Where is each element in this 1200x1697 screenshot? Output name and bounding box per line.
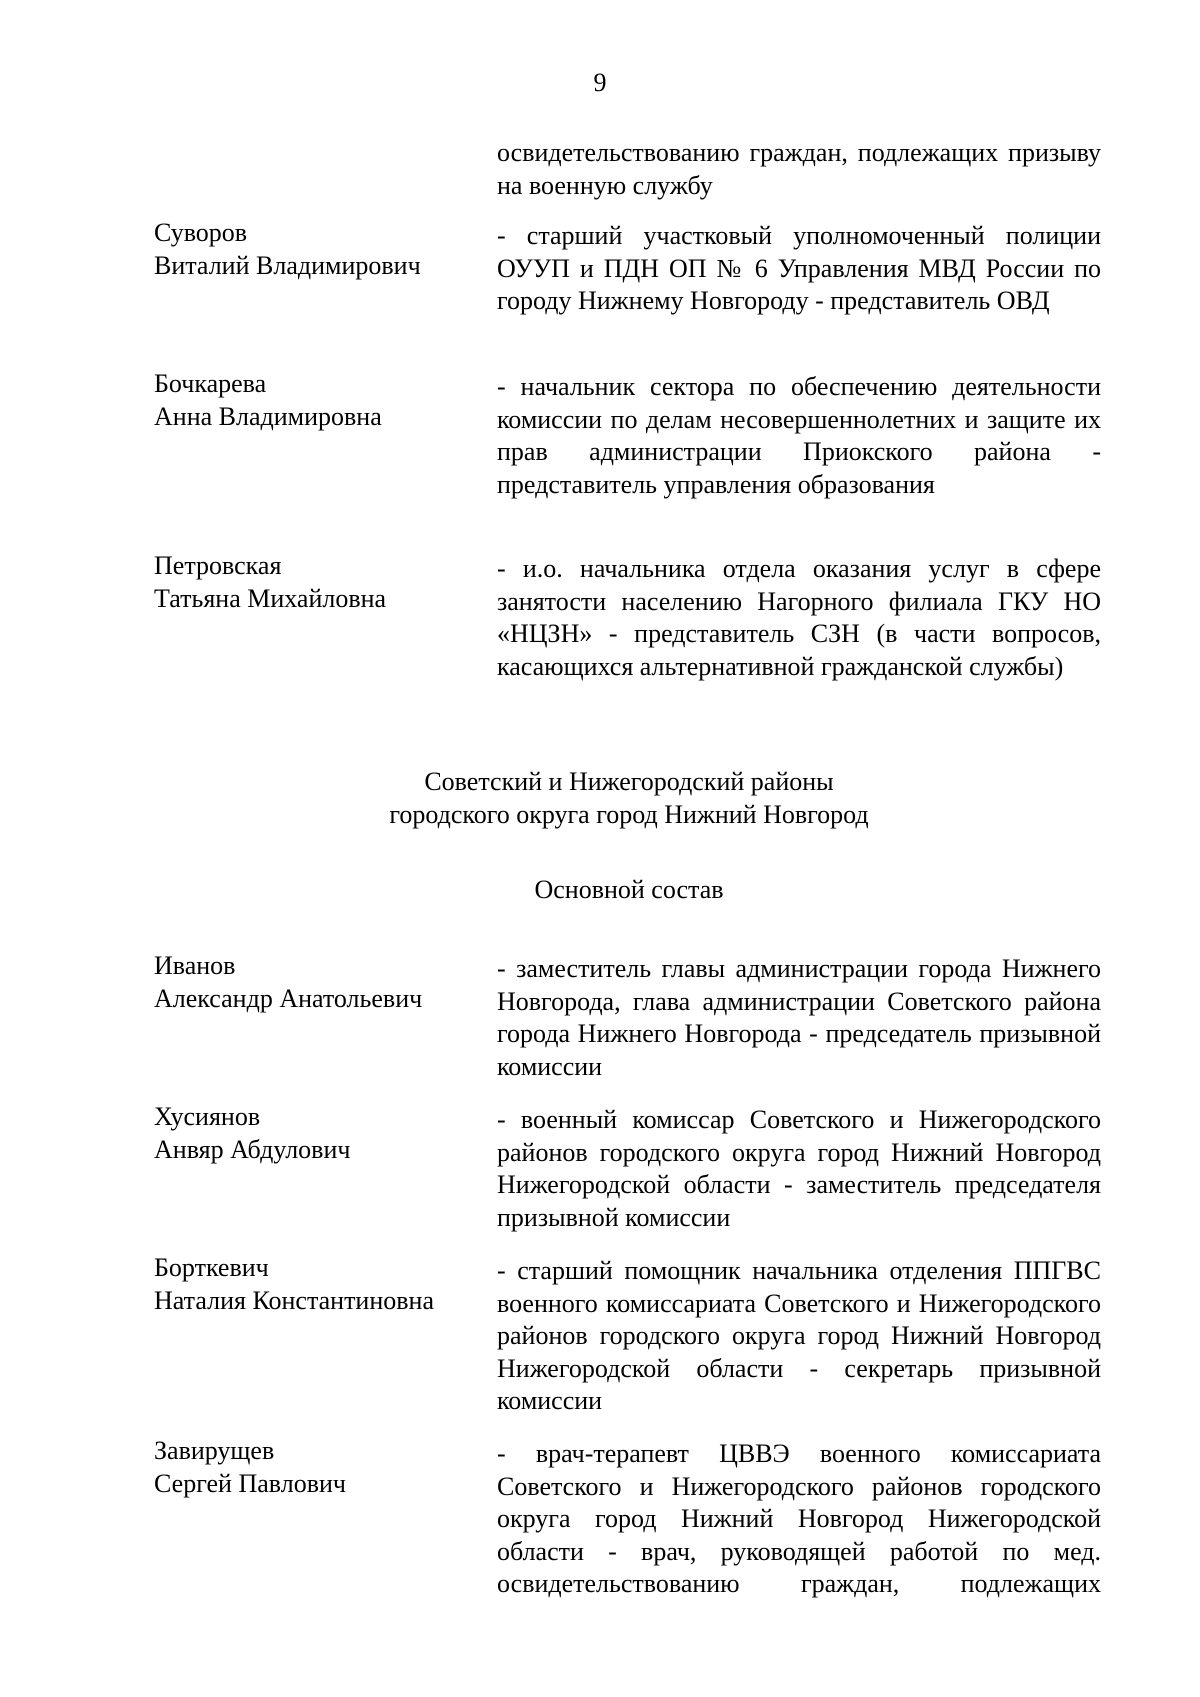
continuation-text: освидетельствованию граждан, подлежащих призыву на военную службу xyxy=(497,138,1101,200)
member-surname: Хусиянов xyxy=(154,1102,261,1131)
member-name xyxy=(154,368,484,433)
member-name xyxy=(154,950,484,1015)
member-name xyxy=(154,1252,484,1317)
member-role: - старший участковый уполномоченный полиции ОУУП и ПДН ОП № 6 Управления МВД России по городу Нижнему Новгороду - представитель ОВД xyxy=(497,221,1101,315)
member-role: - и.о. начальника отдела оказания услуг в сфере занятости населению Нагорного филиала ГКУ НО «НЦЗН» - представитель СЗН (в части вопросов, касающихся альтернативной гражданской службы) xyxy=(497,554,1101,681)
member-given-names: Сергей Павлович xyxy=(154,1468,346,1498)
section-title-line-1: Советский и Нижегородский районы xyxy=(424,767,834,796)
member-role: - врач-терапевт ЦВВЭ военного комиссариата Советского и Нижегородского районов городского округа город Нижний Новгород Нижегородской области - врач, руководящей работой по мед. освидетельствованию граждан, подлежащих xyxy=(497,1439,1101,1598)
member-given-names: Татьяна Михайловна xyxy=(154,583,387,613)
member-role: - начальник сектора по обеспечению деятельности комиссии по делам несовершеннолетних и защите их прав администрации Приокского района - представитель управления образования xyxy=(497,372,1101,499)
member-surname: Петровская xyxy=(154,551,282,580)
member-surname: Борткевич xyxy=(154,1253,269,1282)
section-subtitle: Основной состав xyxy=(534,875,724,904)
member-role: - старший помощник начальника отделения ППГВС военного комиссариата Советского и Нижегородского районов городского округа город Нижний Новгород Нижегородской области - секретарь призывной комиссии xyxy=(497,1256,1101,1415)
section-title xyxy=(0,766,1200,831)
member-surname: Завирущев xyxy=(154,1436,275,1465)
member-given-names: Наталия Константиновна xyxy=(154,1285,434,1315)
member-role: - заместитель главы администрации города Нижнего Новгорода, глава администрации Советского района города Нижнего Новгорода - председатель призывной комиссии xyxy=(497,954,1101,1081)
member-given-names: Виталий Владимирович xyxy=(154,250,421,280)
member-given-names: Александр Анатольевич xyxy=(154,983,423,1013)
member-surname: Иванов xyxy=(154,951,236,980)
member-role: - военный комиссар Советского и Нижегородского районов городского округа город Нижний Новгород Нижегородской области - заместитель председателя призывной комиссии xyxy=(497,1105,1101,1232)
member-name xyxy=(154,217,484,282)
member-name xyxy=(154,1101,484,1166)
member-surname: Суворов xyxy=(154,218,248,247)
member-surname: Бочкарева xyxy=(154,369,267,398)
section-title-line-2: городского округа город Нижний Новгород xyxy=(389,799,869,829)
member-given-names: Анна Владимировна xyxy=(154,401,382,431)
page-number: 9 xyxy=(593,68,607,97)
member-name xyxy=(154,550,484,615)
member-name xyxy=(154,1435,484,1500)
member-given-names: Анвяр Абдулович xyxy=(154,1134,351,1164)
